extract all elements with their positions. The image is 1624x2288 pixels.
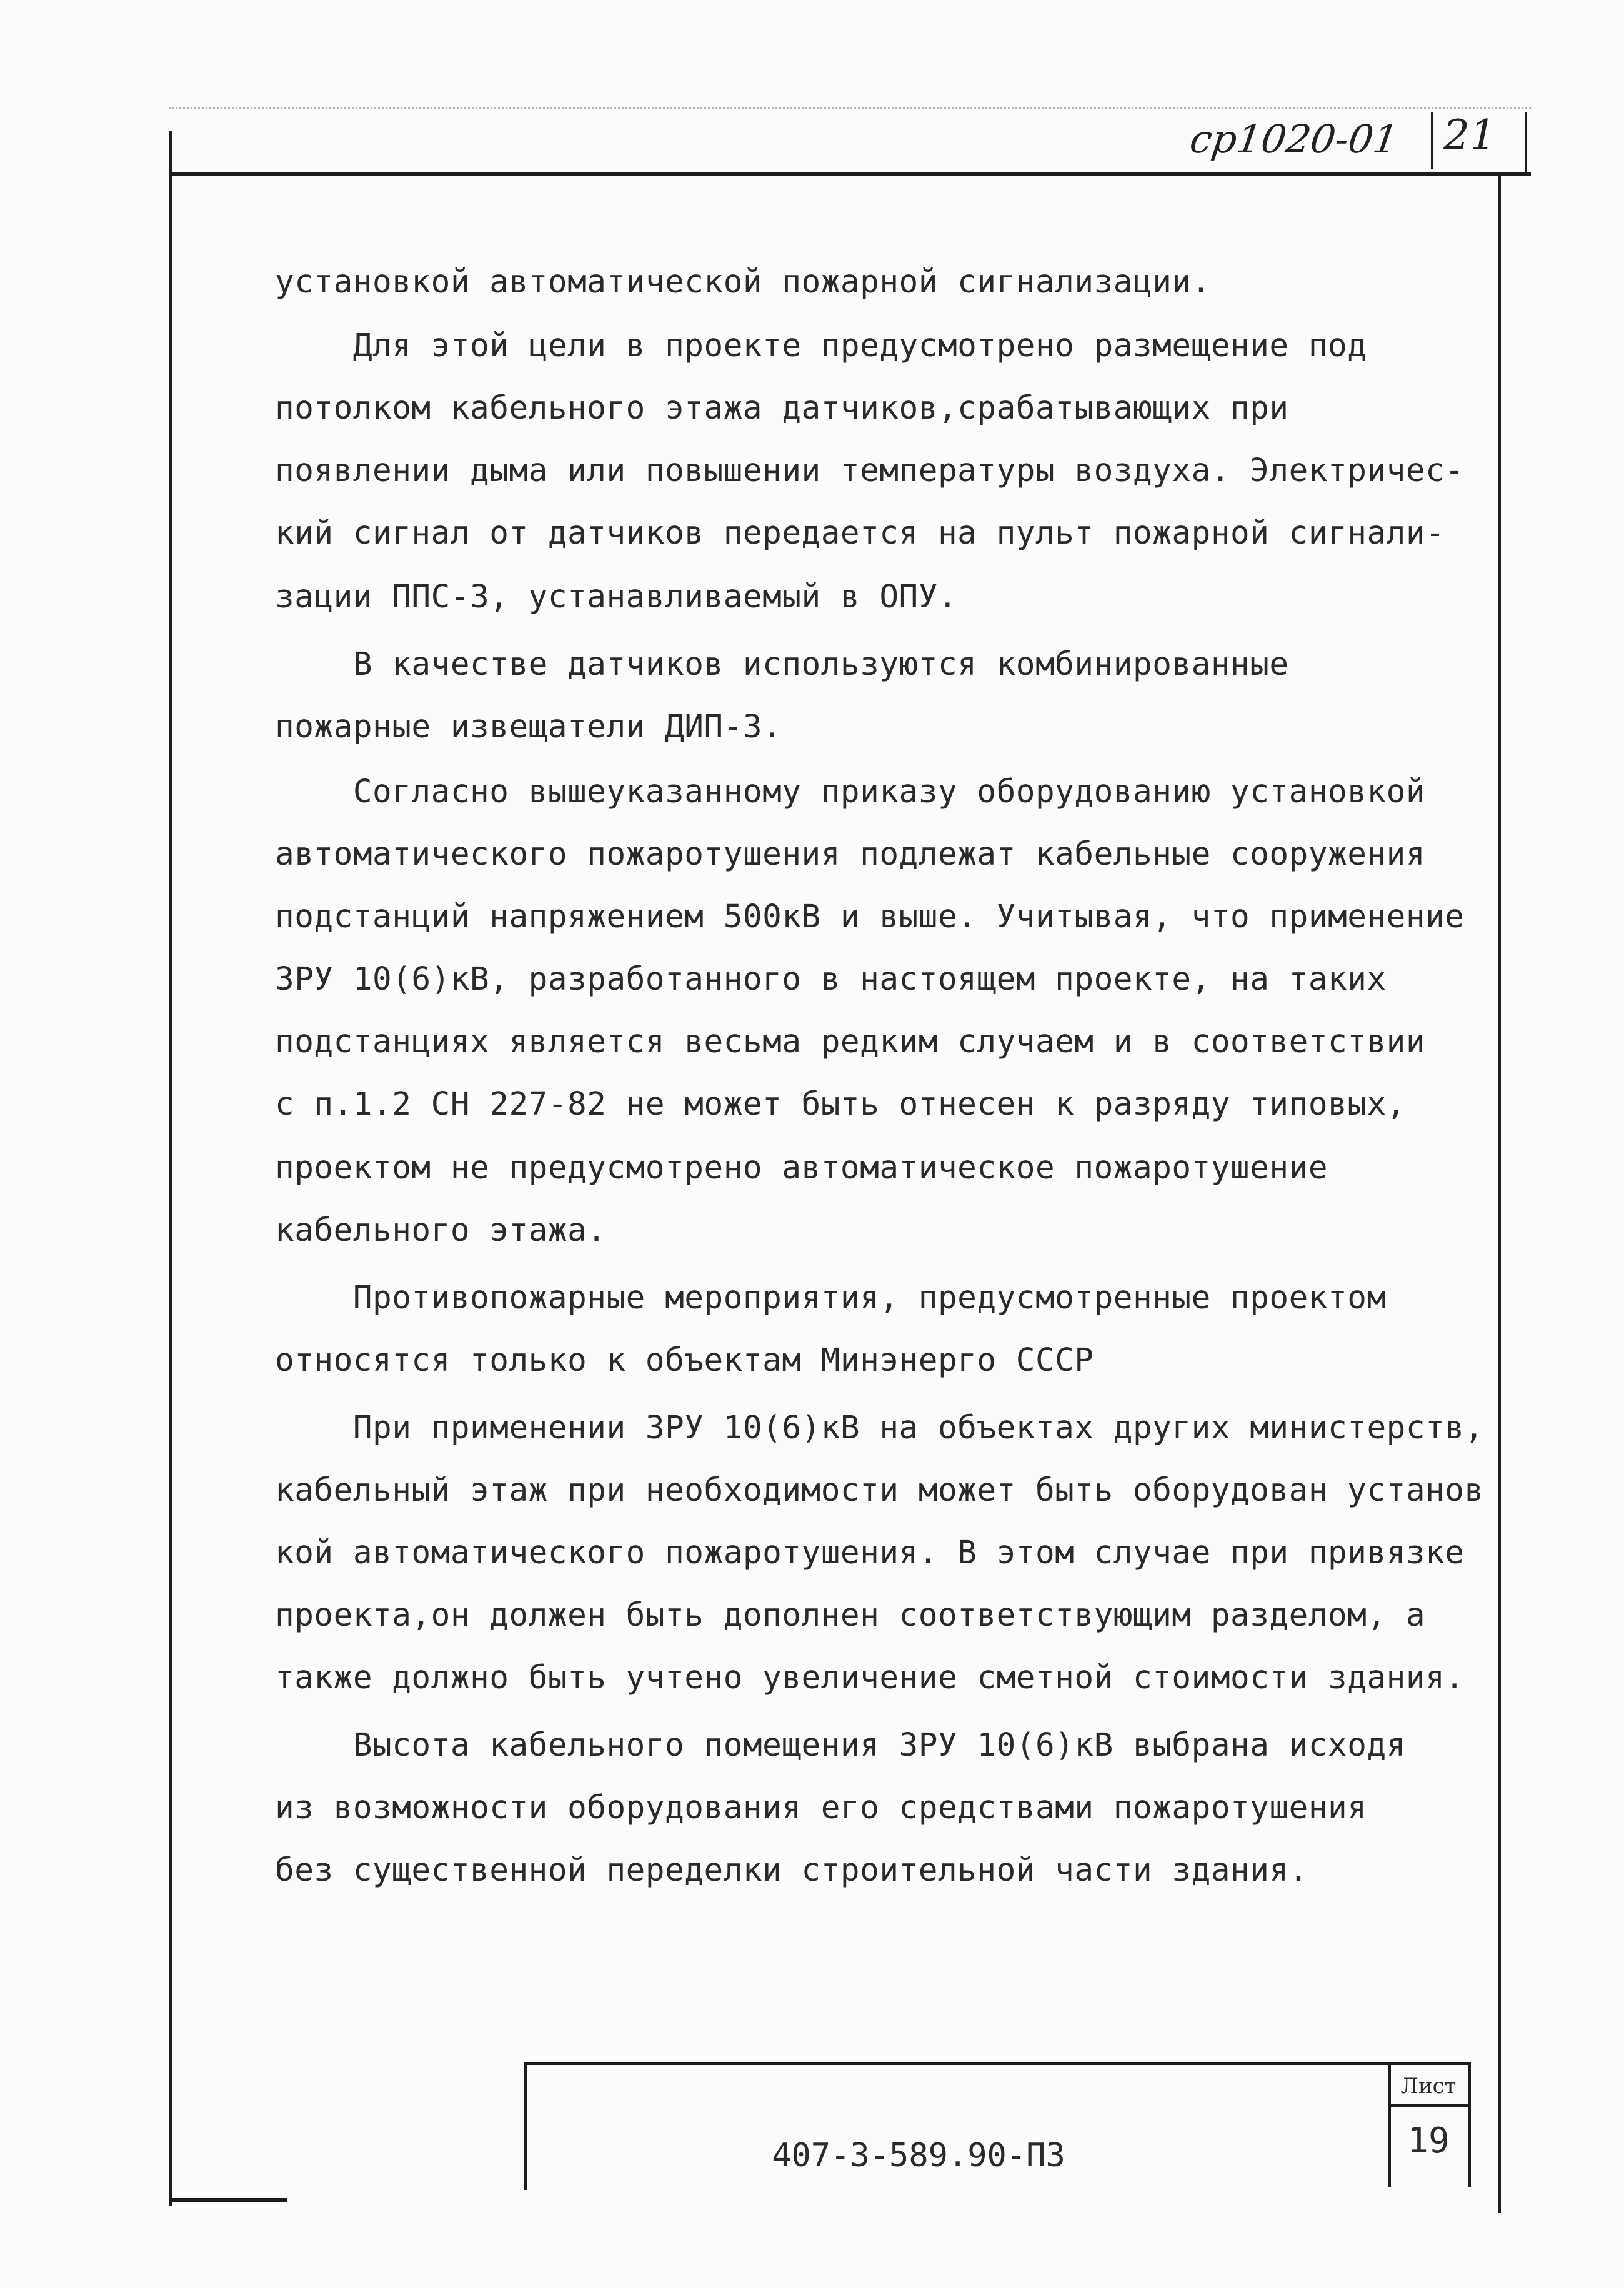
text-line: с п.1.2 СН 227-82 не может быть отнесен к разряду типовых, [275,1086,1406,1123]
text-line: проектом не предусмотрено автоматическое пожаротушение [275,1150,1328,1186]
text-line: кой автоматического пожаротушения. В этом случае при привязке [275,1534,1465,1571]
text-line: При применении ЗРУ 10(6)кВ на объектах других министерств, [275,1410,1484,1446]
stamp-top-border [524,2062,1470,2065]
frame-left-border [169,131,172,2206]
text-line: кабельного этажа. [275,1212,607,1249]
sheet-label: Лист [1400,2074,1457,2099]
document-code: 407-3-589.90-ПЗ [772,2137,1065,2174]
text-line: Противопожарные мероприятия, предусмотренные проектом [275,1280,1387,1316]
text-line: проекта,он должен быть дополнен соответствующим разделом, а [275,1597,1426,1634]
text-line: зации ППС-3, устанавливаемый в ОПУ. [275,579,958,615]
text-line: без существенной переделки строительной части здания. [275,1852,1308,1889]
text-line: В качестве датчиков используются комбинированные [275,646,1289,683]
text-line: кий сигнал от датчиков передается на пульт пожарной сигнали- [275,515,1445,552]
text-line: подстанций напряжением 500кВ и выше. Учитывая, что применение [275,898,1465,935]
text-line: из возможности оборудования его средствами пожаротушения [275,1789,1367,1826]
text-line: появлении дыма или повышении температуры воздуха. Электричес- [275,452,1465,489]
page-number: 21 [1443,111,1496,159]
text-line: Высота кабельного помещения ЗРУ 10(6)кВ выбрана исходя [275,1727,1406,1764]
sheet-number: 19 [1407,2121,1450,2161]
text-line: автоматического пожаротушения подлежат кабельные сооружения [275,836,1426,873]
header-code: ср1020-01 [1187,116,1402,162]
frame-bottom-border [169,2198,287,2202]
text-line: относятся только к объектам Минэнерго СССР [275,1342,1094,1379]
text-line: установкой автоматической пожарной сигнализации. [275,264,1211,301]
text-line: пожарные извещатели ДИП-3. [275,709,782,745]
text-line: подстанциях является весьма редким случаем и в соответствии [275,1023,1426,1060]
frame-right-border [1498,176,1501,2213]
text-line: потолком кабельного этажа датчиков,срабатывающих при [275,390,1289,427]
text-line: также должно быть учтено увеличение сметной стоимости здания. [275,1659,1465,1696]
stamp-left-border [524,2062,527,2190]
text-line: кабельный этаж при необходимости может быть оборудован установ [275,1472,1484,1509]
stamp-right-border [1468,2062,1471,2187]
text-line: ЗРУ 10(6)кВ, разработанного в настоящем проекте, на таких [275,961,1387,998]
text-line: Для этой цели в проекте предусмотрено размещение под [275,327,1367,364]
trim-line [169,107,1531,109]
frame-top-border [169,172,1531,176]
text-line: Согласно вышеуказанному приказу оборудованию установкой [275,773,1426,810]
header-right-border [1525,112,1527,175]
header-divider [1431,112,1433,169]
